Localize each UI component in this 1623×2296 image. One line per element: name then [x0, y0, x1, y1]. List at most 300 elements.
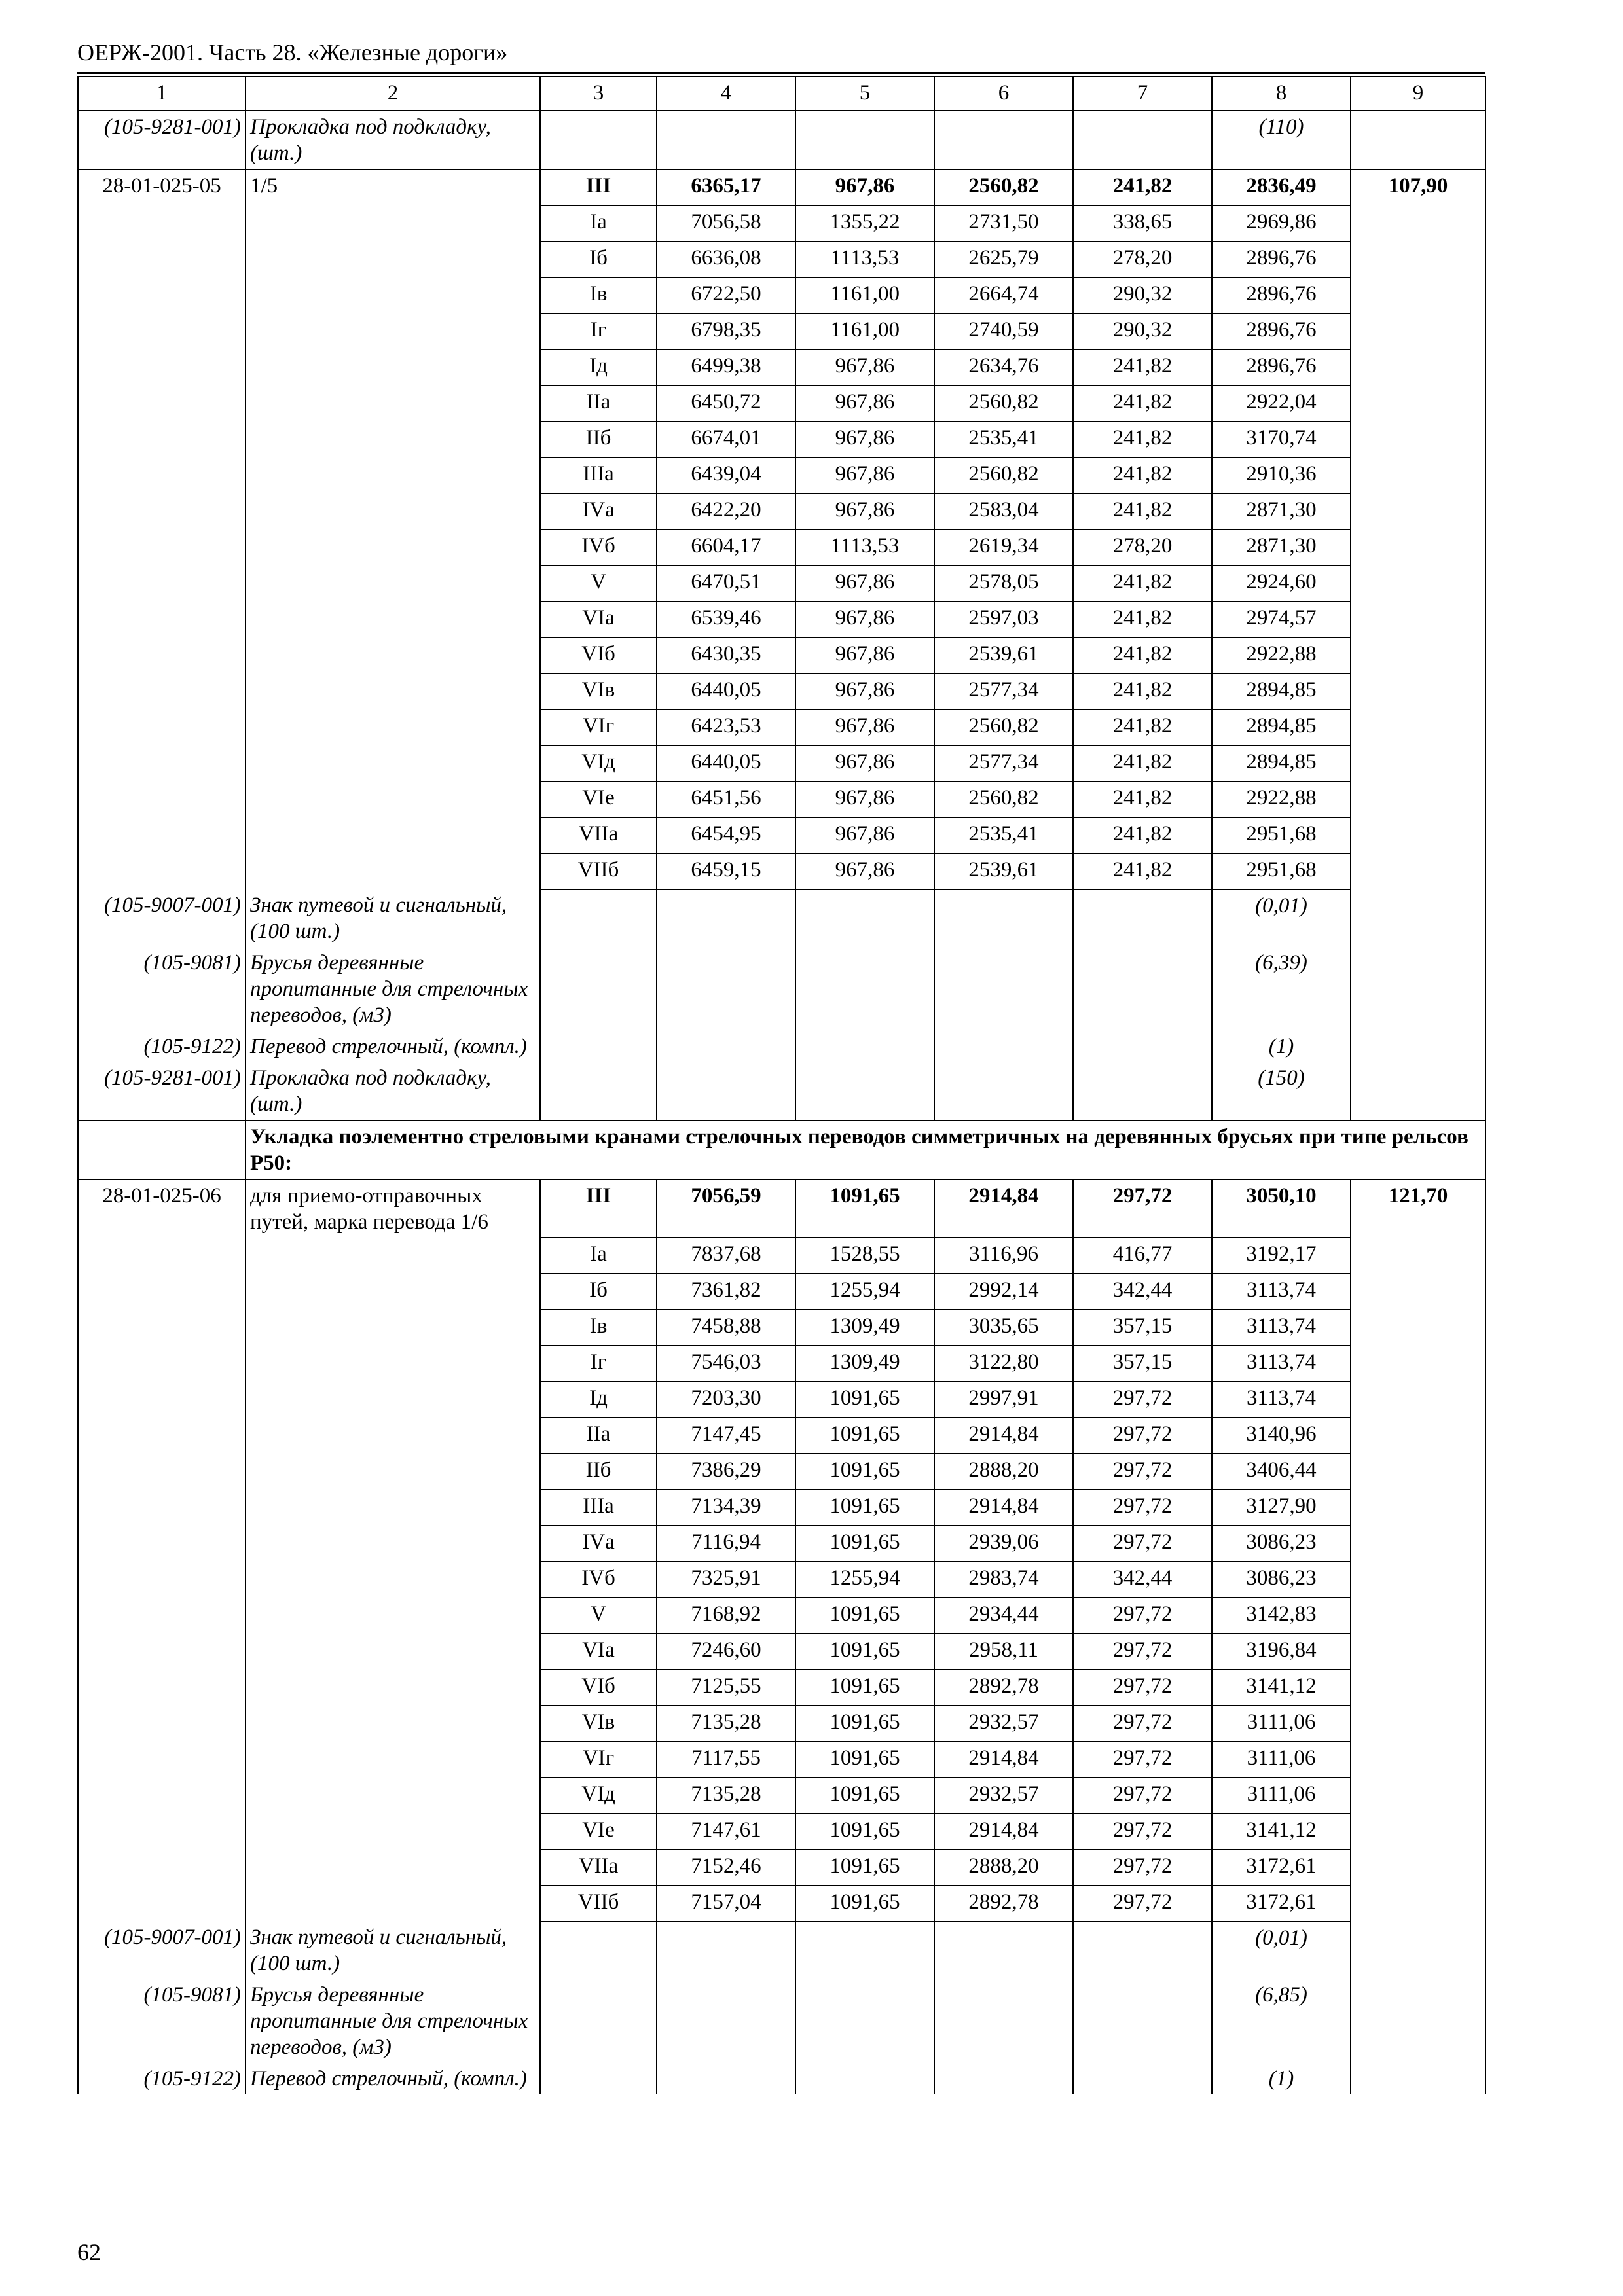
- zone-cell: IIIа: [540, 457, 657, 493]
- zone-cell: V: [540, 565, 657, 601]
- table-row: [78, 493, 1486, 529]
- empty-cell: [78, 529, 246, 565]
- resource-row: [78, 1922, 1486, 1979]
- value-cell: 2560,82: [934, 386, 1073, 422]
- table-row: [78, 565, 1486, 601]
- value-cell: 7125,55: [657, 1670, 795, 1706]
- table-row: [78, 170, 1486, 206]
- value-cell: 1113,53: [795, 242, 934, 278]
- value-cell: [1351, 1454, 1486, 1490]
- value-cell: 2896,76: [1212, 242, 1351, 278]
- value-cell: 241,82: [1073, 422, 1212, 457]
- value-cell: 1091,65: [795, 1814, 934, 1850]
- value-cell: 241,82: [1073, 457, 1212, 493]
- value-cell: 2974,57: [1212, 601, 1351, 637]
- value-cell: 6636,08: [657, 242, 795, 278]
- value-cell: 1091,65: [795, 1598, 934, 1634]
- value-cell: [1351, 1886, 1486, 1922]
- empty-cell: [934, 2063, 1073, 2094]
- table-row: [78, 781, 1486, 817]
- resource-row: [78, 947, 1486, 1031]
- value-cell: 2634,76: [934, 350, 1073, 386]
- empty-cell: [246, 278, 540, 314]
- zone-cell: IVа: [540, 1526, 657, 1562]
- value-cell: 297,72: [1073, 1598, 1212, 1634]
- zone-cell: VIб: [540, 637, 657, 673]
- empty-cell: [78, 817, 246, 853]
- value-cell: 1255,94: [795, 1274, 934, 1310]
- zone-cell: VIIа: [540, 817, 657, 853]
- empty-cell: [657, 1031, 795, 1062]
- empty-cell: [657, 889, 795, 947]
- value-cell: 3113,74: [1212, 1346, 1351, 1382]
- empty-cell: [246, 1670, 540, 1706]
- empty-cell: [795, 1922, 934, 1979]
- value-cell: [1351, 493, 1486, 529]
- value-cell: [1351, 781, 1486, 817]
- table-row: [78, 1814, 1486, 1850]
- column-number: 6: [934, 77, 1073, 111]
- value-cell: 2871,30: [1212, 529, 1351, 565]
- column-numbers-row: [78, 77, 1486, 111]
- value-cell: 241,82: [1073, 170, 1212, 206]
- value-cell: 241,82: [1073, 817, 1212, 853]
- empty-cell: [1073, 1031, 1212, 1062]
- empty-cell: [1351, 1922, 1486, 1979]
- value-cell: 7203,30: [657, 1382, 795, 1418]
- zone-cell: VIб: [540, 1670, 657, 1706]
- zone-cell: III: [540, 170, 657, 206]
- value-cell: 3142,83: [1212, 1598, 1351, 1634]
- empty-cell: [246, 1346, 540, 1382]
- empty-cell: [246, 1238, 540, 1274]
- resource-code: (105-9081): [78, 1979, 246, 2063]
- value-cell: 241,82: [1073, 673, 1212, 709]
- value-cell: 6365,17: [657, 170, 795, 206]
- resource-code: (105-9122): [78, 1031, 246, 1062]
- value-cell: 967,86: [795, 781, 934, 817]
- value-cell: 6722,50: [657, 278, 795, 314]
- value-cell: [1351, 206, 1486, 242]
- section-title: Укладка поэлементно стреловыми кранами стрелочных переводов симметричных на деревянных брусьях при типе рельсов Р50:: [246, 1121, 1486, 1179]
- value-cell: 967,86: [795, 817, 934, 853]
- value-cell: [1351, 637, 1486, 673]
- empty-cell: [540, 1922, 657, 1979]
- empty-cell: [795, 889, 934, 947]
- value-cell: 1091,65: [795, 1526, 934, 1562]
- value-cell: 2934,44: [934, 1598, 1073, 1634]
- value-cell: 2625,79: [934, 242, 1073, 278]
- table-row: [78, 1418, 1486, 1454]
- table-row: [78, 350, 1486, 386]
- value-cell: 1528,55: [795, 1238, 934, 1274]
- table-row: [78, 1454, 1486, 1490]
- value-cell: 3086,23: [1212, 1526, 1351, 1562]
- value-cell: 297,72: [1073, 1526, 1212, 1562]
- empty-cell: [246, 422, 540, 457]
- empty-cell: [657, 1062, 795, 1121]
- empty-cell: [246, 529, 540, 565]
- zone-cell: Iа: [540, 1238, 657, 1274]
- value-cell: 2983,74: [934, 1562, 1073, 1598]
- value-cell: 241,82: [1073, 386, 1212, 422]
- empty-cell: [78, 1562, 246, 1598]
- value-cell: 6439,04: [657, 457, 795, 493]
- value-cell: 3127,90: [1212, 1490, 1351, 1526]
- value-cell: 338,65: [1073, 206, 1212, 242]
- empty-cell: [246, 601, 540, 637]
- value-cell: [1351, 1418, 1486, 1454]
- resource-qty: (0,01): [1212, 1922, 1351, 1979]
- value-cell: 2740,59: [934, 314, 1073, 350]
- value-cell: 7147,61: [657, 1814, 795, 1850]
- value-cell: [1351, 1670, 1486, 1706]
- empty-cell: [78, 1346, 246, 1382]
- table-row: [78, 457, 1486, 493]
- value-cell: 1355,22: [795, 206, 934, 242]
- value-cell: 967,86: [795, 565, 934, 601]
- value-cell: 290,32: [1073, 314, 1212, 350]
- empty-cell: [78, 1490, 246, 1526]
- value-cell: 3196,84: [1212, 1634, 1351, 1670]
- empty-cell: [246, 1490, 540, 1526]
- value-cell: 2922,04: [1212, 386, 1351, 422]
- empty-cell: [657, 947, 795, 1031]
- empty-cell: [246, 853, 540, 889]
- value-cell: 3111,06: [1212, 1742, 1351, 1778]
- value-cell: 2896,76: [1212, 350, 1351, 386]
- value-cell: 1091,65: [795, 1382, 934, 1418]
- empty-cell: [246, 1562, 540, 1598]
- empty-cell: [246, 817, 540, 853]
- value-cell: 1091,65: [795, 1742, 934, 1778]
- empty-cell: [246, 1850, 540, 1886]
- empty-cell: [78, 637, 246, 673]
- value-cell: 3172,61: [1212, 1850, 1351, 1886]
- zone-cell: Iг: [540, 1346, 657, 1382]
- value-cell: [1351, 1238, 1486, 1274]
- empty-cell: [934, 1031, 1073, 1062]
- value-cell: 1091,65: [795, 1454, 934, 1490]
- value-cell: 297,72: [1073, 1454, 1212, 1490]
- value-cell: [1351, 242, 1486, 278]
- table-row: [78, 817, 1486, 853]
- value-cell: 3170,74: [1212, 422, 1351, 457]
- value-cell: [1351, 745, 1486, 781]
- value-cell: 2951,68: [1212, 817, 1351, 853]
- empty-cell: [78, 565, 246, 601]
- value-cell: 2577,34: [934, 673, 1073, 709]
- empty-cell: [934, 1979, 1073, 2063]
- empty-cell: [78, 1598, 246, 1634]
- resource-name: Перевод стрелочный, (компл.): [246, 1031, 540, 1062]
- empty-cell: [1073, 947, 1212, 1031]
- value-cell: 297,72: [1073, 1850, 1212, 1886]
- value-cell: 1091,65: [795, 1886, 934, 1922]
- resource-name: Брусья деревянные пропитанные для стрелочных переводов, (м3): [246, 947, 540, 1031]
- value-cell: 2894,85: [1212, 745, 1351, 781]
- value-cell: 278,20: [1073, 242, 1212, 278]
- empty-cell: [1351, 2063, 1486, 2094]
- resource-qty: (1): [1212, 1031, 1351, 1062]
- empty-cell: [246, 1634, 540, 1670]
- value-cell: 2539,61: [934, 853, 1073, 889]
- value-cell: 2535,41: [934, 422, 1073, 457]
- value-cell: 2896,76: [1212, 278, 1351, 314]
- zone-cell: VIе: [540, 781, 657, 817]
- value-cell: [1351, 673, 1486, 709]
- column-number: 7: [1073, 77, 1212, 111]
- value-cell: 1091,65: [795, 1490, 934, 1526]
- zone-cell: III: [540, 1179, 657, 1238]
- table-row: [78, 1598, 1486, 1634]
- value-cell: 297,72: [1073, 1179, 1212, 1238]
- empty-cell: [246, 493, 540, 529]
- rates-table: [77, 76, 1486, 2094]
- empty-cell: [934, 947, 1073, 1031]
- empty-cell: [934, 889, 1073, 947]
- empty-cell: [1351, 889, 1486, 947]
- column-number: 1: [78, 77, 246, 111]
- value-cell: 107,90: [1351, 170, 1486, 206]
- zone-cell: IIа: [540, 1418, 657, 1454]
- empty-cell: [246, 242, 540, 278]
- empty-cell: [657, 2063, 795, 2094]
- value-cell: 2560,82: [934, 709, 1073, 745]
- table-row: [78, 1382, 1486, 1418]
- resource-code: (105-9007-001): [78, 1922, 246, 1979]
- empty-cell: [78, 745, 246, 781]
- value-cell: 1161,00: [795, 314, 934, 350]
- value-cell: [1351, 1382, 1486, 1418]
- value-cell: 2836,49: [1212, 170, 1351, 206]
- value-cell: 7116,94: [657, 1526, 795, 1562]
- value-cell: 967,86: [795, 745, 934, 781]
- value-cell: 2969,86: [1212, 206, 1351, 242]
- zone-cell: V: [540, 1598, 657, 1634]
- value-cell: 342,44: [1073, 1274, 1212, 1310]
- value-cell: 290,32: [1073, 278, 1212, 314]
- empty-cell: [78, 386, 246, 422]
- value-cell: 297,72: [1073, 1490, 1212, 1526]
- table-row: [78, 637, 1486, 673]
- value-cell: 6459,15: [657, 853, 795, 889]
- value-cell: 2951,68: [1212, 853, 1351, 889]
- value-cell: 7056,59: [657, 1179, 795, 1238]
- value-cell: 7135,28: [657, 1706, 795, 1742]
- value-cell: 297,72: [1073, 1886, 1212, 1922]
- value-cell: [1351, 565, 1486, 601]
- value-cell: 241,82: [1073, 637, 1212, 673]
- empty-cell: [934, 1922, 1073, 1979]
- empty-cell: [246, 206, 540, 242]
- value-cell: 1309,49: [795, 1310, 934, 1346]
- empty-cell: [795, 2063, 934, 2094]
- zone-cell: VIа: [540, 1634, 657, 1670]
- empty-cell: [78, 350, 246, 386]
- empty-cell: [78, 709, 246, 745]
- value-cell: 967,86: [795, 673, 934, 709]
- value-cell: 6499,38: [657, 350, 795, 386]
- value-cell: 3086,23: [1212, 1562, 1351, 1598]
- value-cell: 967,86: [795, 601, 934, 637]
- table-row: [78, 745, 1486, 781]
- value-cell: 7117,55: [657, 1742, 795, 1778]
- value-cell: [1351, 1598, 1486, 1634]
- table-row: [78, 1886, 1486, 1922]
- value-cell: 3035,65: [934, 1310, 1073, 1346]
- value-cell: 2914,84: [934, 1418, 1073, 1454]
- value-cell: [1351, 853, 1486, 889]
- value-cell: 3113,74: [1212, 1274, 1351, 1310]
- empty-cell: [78, 1742, 246, 1778]
- value-cell: 3050,10: [1212, 1179, 1351, 1238]
- value-cell: 2664,74: [934, 278, 1073, 314]
- value-cell: 2932,57: [934, 1778, 1073, 1814]
- empty-cell: [246, 314, 540, 350]
- value-cell: [1351, 350, 1486, 386]
- resource-code: (105-9281-001): [78, 111, 246, 170]
- value-cell: 3192,17: [1212, 1238, 1351, 1274]
- value-cell: 342,44: [1073, 1562, 1212, 1598]
- section-title-row: [78, 1121, 1486, 1179]
- value-cell: 6450,72: [657, 386, 795, 422]
- empty-cell: [540, 2063, 657, 2094]
- empty-cell: [1351, 1979, 1486, 2063]
- value-cell: [1351, 1814, 1486, 1850]
- value-cell: 3141,12: [1212, 1814, 1351, 1850]
- page-header: ОЕРЖ-2001. Часть 28. «Железные дороги»: [77, 39, 508, 65]
- empty-cell: [78, 1706, 246, 1742]
- value-cell: 3122,80: [934, 1346, 1073, 1382]
- value-cell: 241,82: [1073, 853, 1212, 889]
- value-cell: 297,72: [1073, 1814, 1212, 1850]
- empty-cell: [78, 1274, 246, 1310]
- table-row: [78, 1634, 1486, 1670]
- value-cell: 7152,46: [657, 1850, 795, 1886]
- value-cell: 6470,51: [657, 565, 795, 601]
- table-row: [78, 278, 1486, 314]
- value-cell: [1351, 1778, 1486, 1814]
- item-code: 28-01-025-05: [78, 170, 246, 206]
- table-row: [78, 314, 1486, 350]
- resource-name: Прокладка под подкладку, (шт.): [246, 111, 540, 170]
- empty-cell: [246, 457, 540, 493]
- table-row: [78, 709, 1486, 745]
- table-row: [78, 601, 1486, 637]
- empty-cell: [78, 1634, 246, 1670]
- value-cell: 3111,06: [1212, 1706, 1351, 1742]
- value-cell: 2992,14: [934, 1274, 1073, 1310]
- empty-cell: [246, 709, 540, 745]
- column-number: 8: [1212, 77, 1351, 111]
- empty-cell: [78, 781, 246, 817]
- zone-cell: VIв: [540, 1706, 657, 1742]
- value-cell: 297,72: [1073, 1742, 1212, 1778]
- value-cell: 297,72: [1073, 1670, 1212, 1706]
- value-cell: 967,86: [795, 350, 934, 386]
- value-cell: [1351, 1706, 1486, 1742]
- zone-cell: IIб: [540, 422, 657, 457]
- value-cell: 241,82: [1073, 601, 1212, 637]
- value-cell: 1091,65: [795, 1634, 934, 1670]
- table-row: [78, 386, 1486, 422]
- zone-cell: Iд: [540, 1382, 657, 1418]
- empty-cell: [1073, 1979, 1212, 2063]
- empty-cell: [1351, 1031, 1486, 1062]
- value-cell: 2583,04: [934, 493, 1073, 529]
- empty-cell: [540, 889, 657, 947]
- empty-cell: [246, 673, 540, 709]
- value-cell: 7157,04: [657, 1886, 795, 1922]
- table-row: [78, 1310, 1486, 1346]
- resource-name: Брусья деревянные пропитанные для стрелочных переводов, (м3): [246, 1979, 540, 2063]
- value-cell: 2914,84: [934, 1742, 1073, 1778]
- zone-cell: VIIа: [540, 1850, 657, 1886]
- empty-cell: [78, 1850, 246, 1886]
- value-cell: 6798,35: [657, 314, 795, 350]
- empty-cell: [246, 1886, 540, 1922]
- value-cell: 7134,39: [657, 1490, 795, 1526]
- table-row: [78, 1274, 1486, 1310]
- table-row: [78, 853, 1486, 889]
- table-row: [78, 1562, 1486, 1598]
- value-cell: [1351, 601, 1486, 637]
- resource-qty: (110): [1212, 111, 1351, 170]
- column-number: 5: [795, 77, 934, 111]
- table-row: [78, 1346, 1486, 1382]
- value-cell: 7325,91: [657, 1562, 795, 1598]
- value-cell: [1351, 386, 1486, 422]
- empty-cell: [78, 1454, 246, 1490]
- empty-cell: [540, 1979, 657, 2063]
- value-cell: 2560,82: [934, 781, 1073, 817]
- value-cell: 3141,12: [1212, 1670, 1351, 1706]
- empty-cell: [540, 1062, 657, 1121]
- value-cell: 1091,65: [795, 1418, 934, 1454]
- value-cell: 3406,44: [1212, 1454, 1351, 1490]
- value-cell: [1351, 1742, 1486, 1778]
- empty-cell: [1073, 1062, 1212, 1121]
- empty-cell: [78, 206, 246, 242]
- zone-cell: VIе: [540, 1814, 657, 1850]
- empty-cell: [78, 1526, 246, 1562]
- value-cell: 967,86: [795, 637, 934, 673]
- value-cell: 2892,78: [934, 1670, 1073, 1706]
- zone-cell: VIв: [540, 673, 657, 709]
- zone-cell: IVа: [540, 493, 657, 529]
- empty-cell: [540, 1031, 657, 1062]
- resource-qty: (6,39): [1212, 947, 1351, 1031]
- empty-cell: [246, 745, 540, 781]
- value-cell: [1351, 1562, 1486, 1598]
- value-cell: 2888,20: [934, 1454, 1073, 1490]
- item-name: 1/5: [246, 170, 540, 206]
- empty-cell: [246, 1274, 540, 1310]
- value-cell: 7361,82: [657, 1274, 795, 1310]
- value-cell: [1351, 314, 1486, 350]
- empty-cell: [540, 947, 657, 1031]
- zone-cell: VIIб: [540, 1886, 657, 1922]
- column-number: 3: [540, 77, 657, 111]
- table-row: [78, 1742, 1486, 1778]
- zone-cell: VIг: [540, 1742, 657, 1778]
- value-cell: [1351, 1310, 1486, 1346]
- empty-cell: [78, 1382, 246, 1418]
- value-cell: [1351, 457, 1486, 493]
- value-cell: [1351, 1634, 1486, 1670]
- empty-cell: [795, 1062, 934, 1121]
